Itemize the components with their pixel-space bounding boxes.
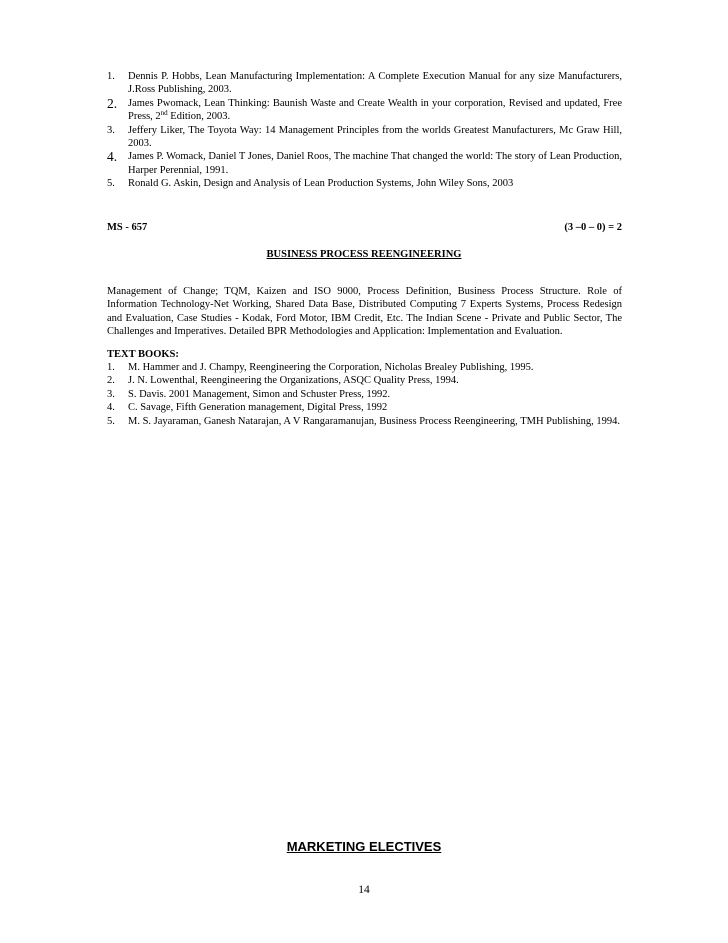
course-title: BUSINESS PROCESS REENGINEERING: [266, 249, 462, 260]
text-book-number: 3.: [107, 388, 115, 400]
reference-number: 2.: [107, 95, 118, 111]
reference-text: Dennis P. Hobbs, Lean Manufacturing Implementation: A Complete Execution Manual for any size Manufacturers, J.Ross Publishing, 2003.: [128, 71, 622, 96]
text-book-text: M. S. Jayaraman, Ganesh Natarajan, A V Rangaramanujan, Business Process Reengineering, TMH Publishing, 1994.: [128, 415, 620, 427]
text-book-item: [107, 374, 622, 387]
text-book-number: 1.: [107, 362, 115, 373]
reference-number: 3.: [107, 124, 115, 136]
section-title: MARKETING ELECTIVES: [286, 839, 442, 854]
reference-list: [107, 70, 622, 191]
reference-text: Ronald G. Askin, Design and Analysis of Lean Production Systems, John Wiley Sons, 2003: [128, 178, 514, 190]
reference-item: [107, 150, 622, 177]
text-book-number: 5.: [107, 415, 115, 427]
reference-text-part: Edition, 2003.: [167, 111, 231, 123]
reference-text: James P. Womack, Daniel T Jones, Daniel Roos, The machine That changed the world: The story of Lean Production, Harper Perennial, 1991.: [128, 151, 622, 176]
text-book-number: 4.: [107, 402, 115, 414]
reference-text-part: James Pwomack, Lean Thinking: Baunish Waste and Create Wealth in your corporation, Revised and updated, Free Press, 2: [128, 97, 622, 123]
course-credits: (3 –0 – 0) = 2: [564, 222, 622, 233]
course-description: Management of Change; TQM, Kaizen and ISO 9000, Process Definition, Business Process Structure. Role of Information Technology-Net Working, Shared Data Base, Distributed Computing 7 Experts Systems, Process Redesign and Evaluation, Case Studies - Kodak, Ford Motor, IBM Credit, Etc. The Indian Scene - Private and Public Sector, The Challenges and Imperatives. Detailed BPR Methodologies and Application: Implementation and Evaluation.: [107, 286, 622, 338]
reference-text: Jeffery Liker, The Toyota Way: 14 Management Principles from the worlds Greatest Manufacturers, Mc Graw Hill, 2003.: [128, 124, 622, 150]
reference-item: [107, 177, 622, 190]
text-book-item: [107, 401, 622, 414]
text-book-text: S. Davis. 2001 Management, Simon and Schuster Press, 1992.: [128, 388, 391, 400]
page-number: 14: [358, 884, 370, 896]
reference-item: [107, 124, 622, 151]
text-book-number: 2.: [107, 375, 115, 387]
course-code: MS - 657: [107, 222, 148, 233]
reference-item: [107, 97, 622, 124]
text-book-item: [107, 388, 622, 401]
text-book-text: C. Savage, Fifth Generation management, Digital Press, 1992: [128, 402, 388, 414]
reference-number: 4.: [107, 149, 118, 165]
text-book-item: [107, 361, 622, 374]
text-book-item: [107, 415, 622, 428]
reference-text: [128, 97, 622, 124]
text-book-text: M. Hammer and J. Champy, Reengineering the Corporation, Nicholas Brealey Publishing, 1995.: [128, 362, 534, 373]
superscript: nd: [160, 109, 168, 118]
reference-number: 1.: [107, 71, 115, 82]
text-books-heading: TEXT BOOKS:: [107, 349, 179, 360]
reference-item: [107, 70, 622, 97]
text-books-list: [107, 361, 622, 428]
text-book-text: J. N. Lowenthal, Reengineering the Organizations, ASQC Quality Press, 1994.: [128, 375, 459, 387]
reference-number: 5.: [107, 178, 115, 190]
